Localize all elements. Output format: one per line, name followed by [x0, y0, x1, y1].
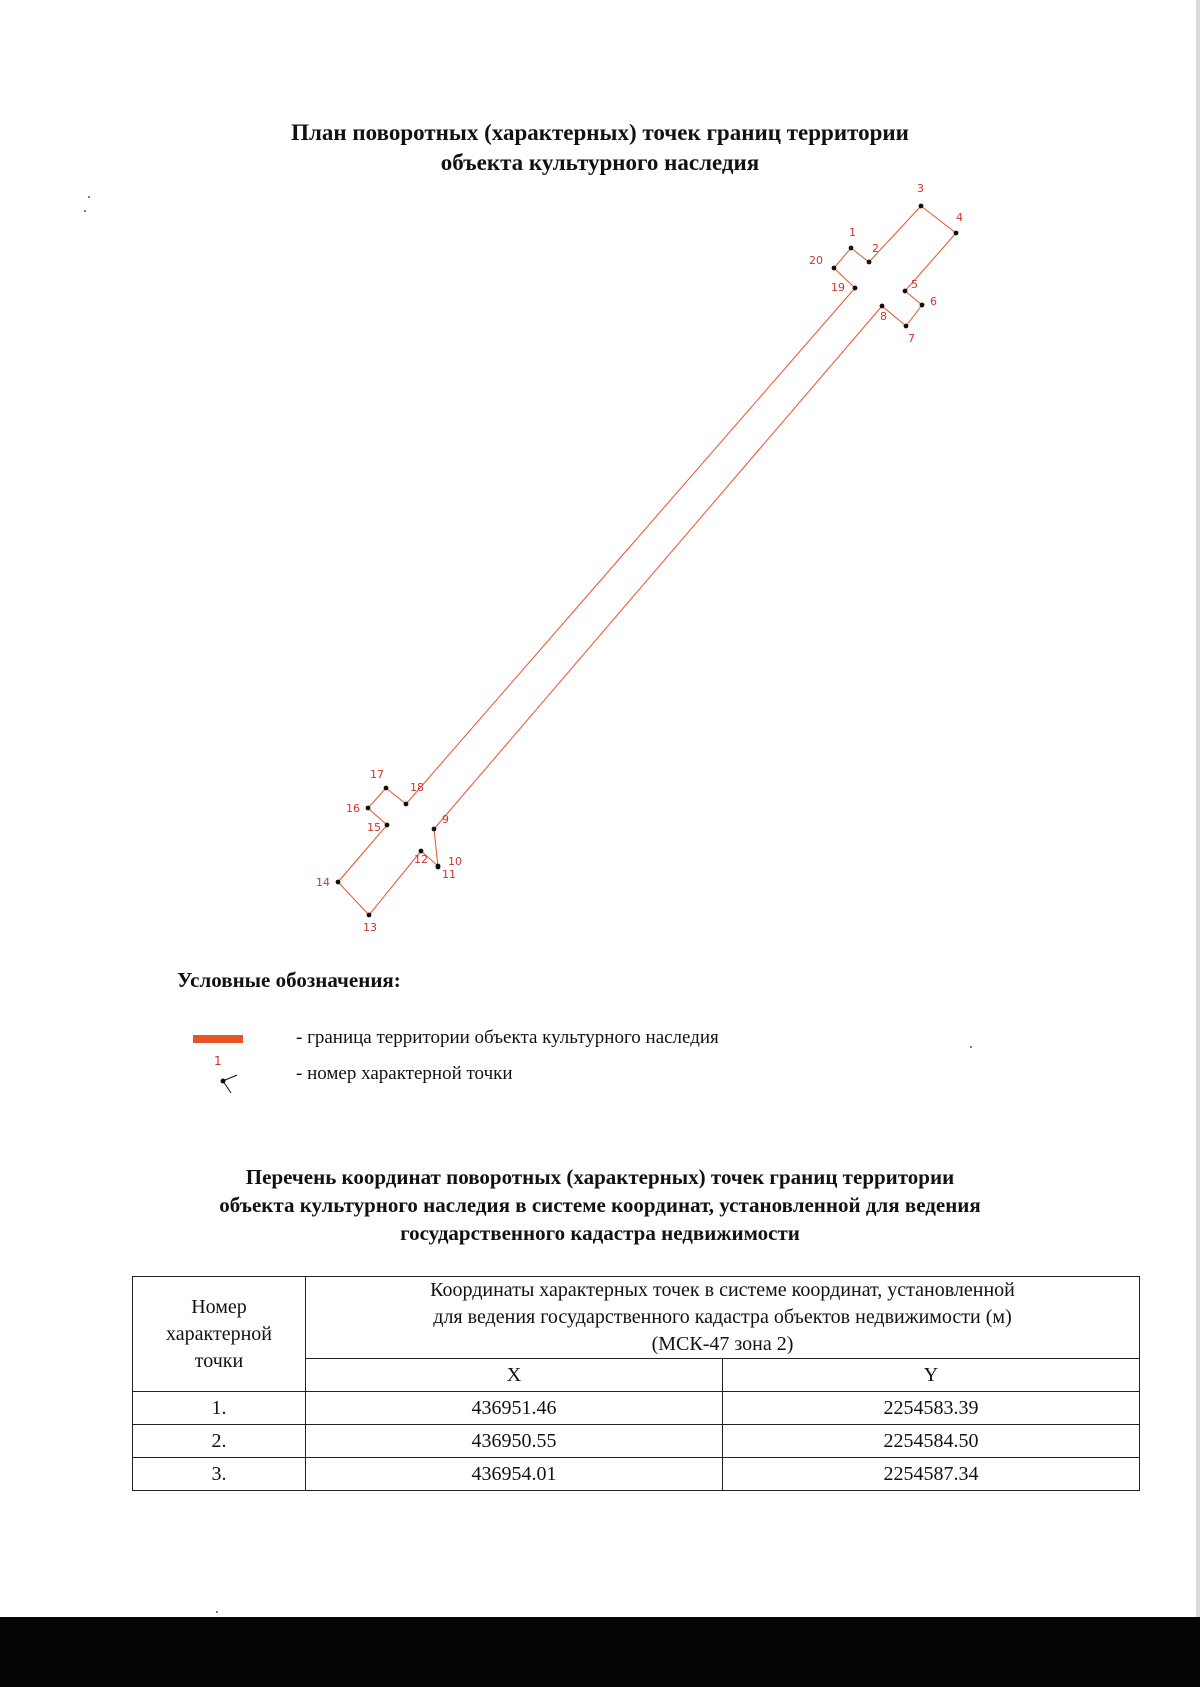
table-row [133, 1392, 1140, 1425]
scan-speck [970, 1046, 972, 1048]
point-number-label: 7 [908, 332, 915, 345]
boundary-segment [434, 829, 438, 867]
point-number-label: 8 [880, 310, 887, 323]
boundary-segment [851, 248, 869, 262]
point-number-label: 17 [370, 768, 384, 781]
boundary-point [404, 802, 409, 807]
cell-x: 436951.46 [306, 1392, 723, 1425]
point-number-label: 20 [809, 254, 823, 267]
boundary-points [336, 204, 959, 918]
boundary-segment [338, 882, 369, 915]
point-number-label: 14 [316, 876, 330, 889]
boundary-point [903, 289, 908, 294]
plan-title-line: объекта культурного наследия [440, 150, 760, 175]
table-row [133, 1458, 1140, 1491]
legend-marker-number: 1 [214, 1054, 222, 1068]
list-title-line: объекта культурного наследия в системе координат, установленной для ведения [219, 1193, 981, 1217]
boundary-point [832, 266, 837, 271]
boundary-point [904, 324, 909, 329]
header-coordinates: Координаты характерных точек в системе координат, установленной для ведения государственного кадастра объектов недвижимости (м) (МСК-47 зона 2) [306, 1277, 1140, 1359]
boundary-point [366, 806, 371, 811]
boundary-point [954, 231, 959, 236]
cell-point-number: 1. [133, 1392, 306, 1425]
header-y: Y [723, 1359, 1140, 1392]
scan-speck [216, 1611, 218, 1613]
point-labels [316, 182, 963, 934]
point-marker-icon [205, 1053, 245, 1097]
boundary-segment [386, 788, 406, 804]
point-number-label: 3 [917, 182, 924, 195]
point-number-label: 19 [831, 281, 845, 294]
point-number-label: 15 [367, 821, 381, 834]
boundary-point [384, 786, 389, 791]
boundary-point [432, 827, 437, 832]
coordinates-list-title [100, 1163, 1100, 1247]
boundary-segment [434, 306, 882, 829]
point-number-label: 2 [872, 242, 879, 255]
point-number-label: 4 [956, 211, 963, 224]
point-number-label: 12 [414, 853, 428, 866]
legend-title: Условные обозначения: [177, 968, 401, 992]
cell-point-number: 3. [133, 1458, 306, 1491]
boundary-point [920, 303, 925, 308]
legend-boundary-text: - граница территории объекта культурного наследия [296, 1027, 719, 1048]
boundary-segment [834, 248, 851, 268]
cell-y: 2254587.34 [723, 1458, 1140, 1491]
boundary-point [367, 913, 372, 918]
boundary-point [436, 864, 441, 869]
point-number-label: 5 [911, 278, 918, 291]
point-number-label: 10 [448, 855, 462, 868]
list-title-line: государственного кадастра недвижимости [400, 1221, 800, 1245]
boundary-line-swatch [193, 1035, 243, 1043]
boundary-point [849, 246, 854, 251]
plan-title-line: План поворотных (характерных) точек границ территории [291, 120, 909, 145]
scan-bottom-band [0, 1617, 1200, 1687]
boundary-segment [906, 305, 922, 326]
table-header-row [133, 1277, 1140, 1359]
boundary-segment [905, 291, 922, 305]
boundary-point [880, 304, 885, 309]
boundary-segment [406, 288, 855, 804]
cell-y: 2254584.50 [723, 1425, 1140, 1458]
header-point-number: Номер характерной точки [133, 1277, 306, 1392]
point-number-label: 9 [442, 813, 449, 826]
boundary-point [919, 204, 924, 209]
boundary-point [385, 823, 390, 828]
boundary-segment [921, 206, 956, 233]
coordinates-table [132, 1276, 1140, 1491]
header-x: X [306, 1359, 723, 1392]
boundary-segment [368, 788, 386, 808]
point-number-label: 11 [442, 868, 456, 881]
table-row [133, 1425, 1140, 1458]
point-number-label: 18 [410, 781, 424, 794]
cell-point-number: 2. [133, 1425, 306, 1458]
boundary-point [853, 286, 858, 291]
legend-point-text: - номер характерной точки [296, 1063, 513, 1084]
point-number-label: 6 [930, 295, 937, 308]
point-number-label: 13 [363, 921, 377, 934]
cell-x: 436954.01 [306, 1458, 723, 1491]
boundary-point [867, 260, 872, 265]
cell-x: 436950.55 [306, 1425, 723, 1458]
list-title-line: Перечень координат поворотных (характерных) точек границ территории [245, 1165, 955, 1189]
cell-y: 2254583.39 [723, 1392, 1140, 1425]
boundary-point [336, 880, 341, 885]
point-number-label: 16 [346, 802, 360, 815]
boundary-lines [338, 206, 956, 915]
point-number-label: 1 [849, 226, 856, 239]
